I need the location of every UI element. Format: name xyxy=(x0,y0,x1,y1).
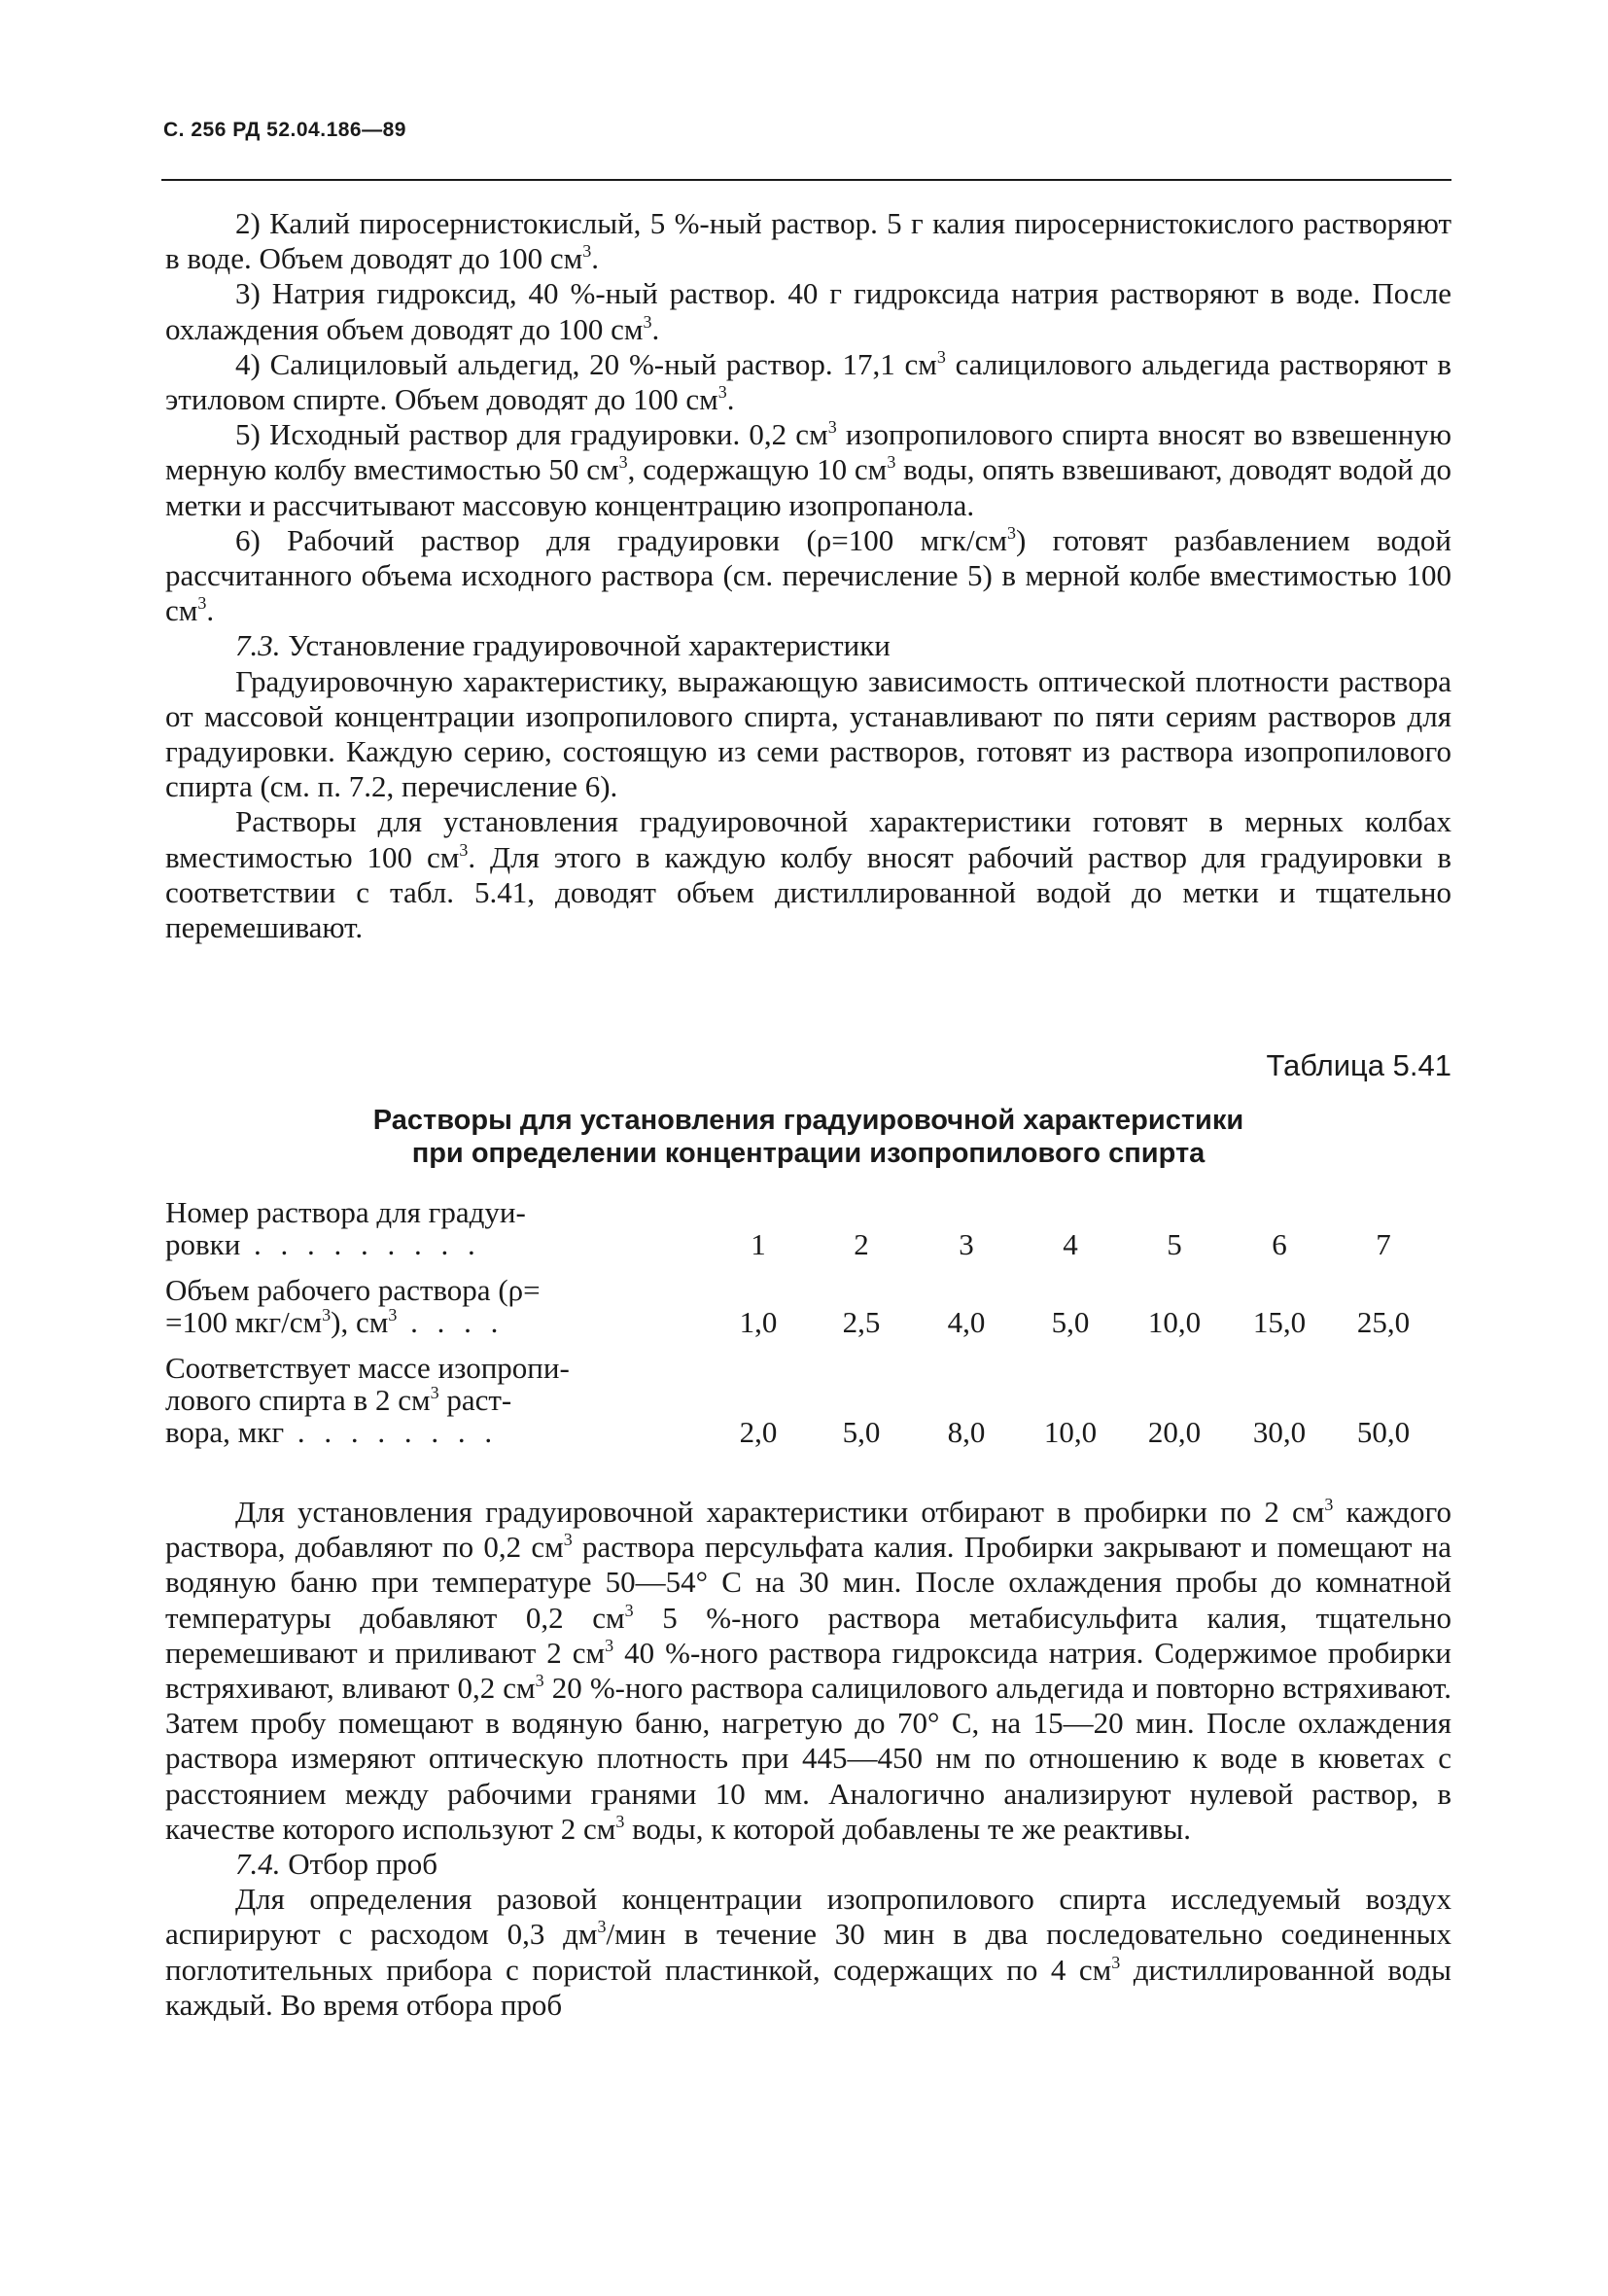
row-label-line: вора, мкг . . . . . . . . xyxy=(165,1415,499,1449)
header-rule xyxy=(161,179,1451,181)
table-cell: 4,0 xyxy=(947,1305,986,1339)
paragraph-p1: 2) Калий пиросернистокислый, 5 %-ный раствор. 5 г калия пиросернистокислого растворяют в воде. Объем доводят до 100 $см^3$. xyxy=(165,206,1451,276)
table-cell: 10,0 xyxy=(1043,1415,1098,1449)
paragraph-p2: 3) Натрия гидроксид, 40 %-ный раствор. 40 г гидроксида натрия растворяют в воде. После охлаждения объем доводят до 100 $см^3$. xyxy=(165,276,1451,346)
table-cell: 50,0 xyxy=(1356,1415,1411,1449)
section-number: 7.4. xyxy=(235,1847,281,1882)
row-label xyxy=(165,1274,681,1338)
paragraph-p3: 4) Салициловый альдегид, 20 %-ный раствор. 17,1 $см^3$ салицилового альдегида растворяют в этиловом спирте. Объем доводят до 100 $см^3$. xyxy=(165,346,1451,417)
row-label xyxy=(165,1352,681,1448)
table-cell: 7 xyxy=(1376,1227,1391,1261)
section-heading-text: Установление градуировочной характеристики xyxy=(280,628,891,663)
table-label: Таблица 5.41 xyxy=(1266,1048,1451,1082)
dot-leader: . . . . . . . . xyxy=(284,1415,499,1449)
row-label-line: =100 мкг/$см^3$), $см^3$ . . . . xyxy=(165,1305,505,1339)
table-cell: 30,0 xyxy=(1252,1415,1307,1449)
paragraph-p5: 6) Рабочий раствор для градуировки (ρ=100 мгк/$см^3$) готовят разбавлением водой рассчитанного объема исходного раствора (см. перечисление 5) в мерной колбе вместимостью 100 $см^3$. xyxy=(165,522,1452,628)
bottom-text-block xyxy=(165,1495,1451,2023)
table-cell: 3 xyxy=(959,1227,974,1261)
table-cell: 15,0 xyxy=(1252,1305,1307,1339)
row-label-line: лового спирта в 2 $см^3$ раст- xyxy=(165,1383,512,1417)
row-label xyxy=(165,1196,681,1260)
table-cell: 10,0 xyxy=(1147,1305,1202,1339)
table-cell: 5,0 xyxy=(842,1415,881,1449)
paragraph-q2 xyxy=(165,1847,1451,1882)
table-cell: 2 xyxy=(854,1227,869,1261)
paragraph-p8: Растворы для установления градуировочной характеристики готовят в мерных колбах вместимостью 100 $см^3$. Для этого в каждую колбу вносят рабочий раствор для градуировки в соответствии с табл. 5.41, доводят объем дистиллированной водой до метки и тщательно перемешивают. xyxy=(165,804,1451,945)
row-label-line: Соответствует массе изопропи- xyxy=(165,1351,570,1385)
paragraph-p6 xyxy=(165,628,1451,663)
paragraph-p4: 5) Исходный раствор для градуировки. 0,2 $см^3$ изопропилового спирта вносят во взвешенную мерную колбу вместимостью 50 $см^3$, содержащую 10 $см^3$ воды, опять взвешивают, доводят водой до метки и рассчитывают массовую концентрацию изопропанола. xyxy=(165,417,1451,522)
table-title-line-2: при определении концентрации изопропилового спирта xyxy=(411,1138,1206,1169)
top-text-block xyxy=(165,206,1451,945)
table-title xyxy=(165,1104,1451,1170)
table-cell: 8,0 xyxy=(947,1415,986,1449)
table-cell: 25,0 xyxy=(1356,1305,1411,1339)
dot-leader: . . . . xyxy=(397,1305,505,1339)
table-cell: 6 xyxy=(1272,1227,1287,1261)
table-row xyxy=(165,1196,1451,1260)
row-label-line: Объем рабочего раствора (ρ= xyxy=(165,1273,541,1307)
page-header: С. 256 РД 52.04.186—89 xyxy=(163,119,406,141)
table-cell: 5 xyxy=(1167,1227,1182,1261)
table-cell: 2,0 xyxy=(739,1415,778,1449)
section-number: 7.3. xyxy=(235,628,281,663)
table-cell: 4 xyxy=(1063,1227,1078,1261)
calibration-table xyxy=(165,1196,1451,1448)
table-cell: 1,0 xyxy=(739,1305,778,1339)
paragraph-q1: Для установления градуировочной характеристики отбирают в пробирки по 2 $см^3$ каждого раствора, добавляют по 0,2 $см^3$ раствора персульфата калия. Пробирки закрывают и помещают на водяную баню при температуре 50—54° С на 30 мин. После охлаждения пробы до комнатной температуры добавляют 0,2 $см^3$ 5 %-ного раствора метабисульфита калия, тщательно перемешивают и приливают 2 $см^3$ 40 %-ного раствора гидроксида натрия. Содержимое пробирки встряхивают, вливают 0,2 $см^3$ 20 %-ного раствора салицилового альдегида и повторно встряхивают. Затем пробу помещают в водяную баню, нагретую до 70° С, на 15—20 мин. После охлаждения раствора измеряют оптическую плотность при 445—450 нм по отношению к воде в кюветах с расстоянием между рабочими гранями 10 мм. Аналогично анализируют нулевой раствор, в качестве которого используют 2 $см^3$ воды, к которой добавлены те же реактивы. xyxy=(165,1495,1451,1846)
paragraph-q3: Для определения разовой концентрации изопропилового спирта исследуемый воздух аспирируют с расходом 0,3 $дм^3$/мин в течение 30 мин в два последовательно соединенных поглотительных прибора с пористой пластинкой, содержащих по 4 $см^3$ дистиллированной воды каждый. Во время отбора проб xyxy=(165,1882,1451,2022)
table-cell: 2,5 xyxy=(842,1305,881,1339)
table-title-line-1: Растворы для установления градуировочной характеристики xyxy=(372,1105,1244,1136)
table-row xyxy=(165,1274,1451,1338)
table-row xyxy=(165,1352,1451,1448)
row-label-line: Номер раствора для градуи- xyxy=(165,1195,526,1229)
table-cell: 20,0 xyxy=(1147,1415,1202,1449)
table-cell: 5,0 xyxy=(1051,1305,1090,1339)
paragraph-p7: Градуировочную характеристику, выражающую зависимость оптической плотности раствора от массовой концентрации изопропилового спирта, устанавливают по пяти сериям растворов для градуировки. Каждую серию, состоящую из семи растворов, готовят из раствора изопропилового спирта (см. п. 7.2, перечисление 6). xyxy=(165,663,1451,804)
table-cell: 1 xyxy=(751,1227,766,1261)
section-heading-text: Отбор проб xyxy=(280,1847,438,1882)
row-label-line: ровки . . . . . . . . . xyxy=(165,1227,481,1261)
dot-leader: . . . . . . . . . xyxy=(240,1227,481,1261)
